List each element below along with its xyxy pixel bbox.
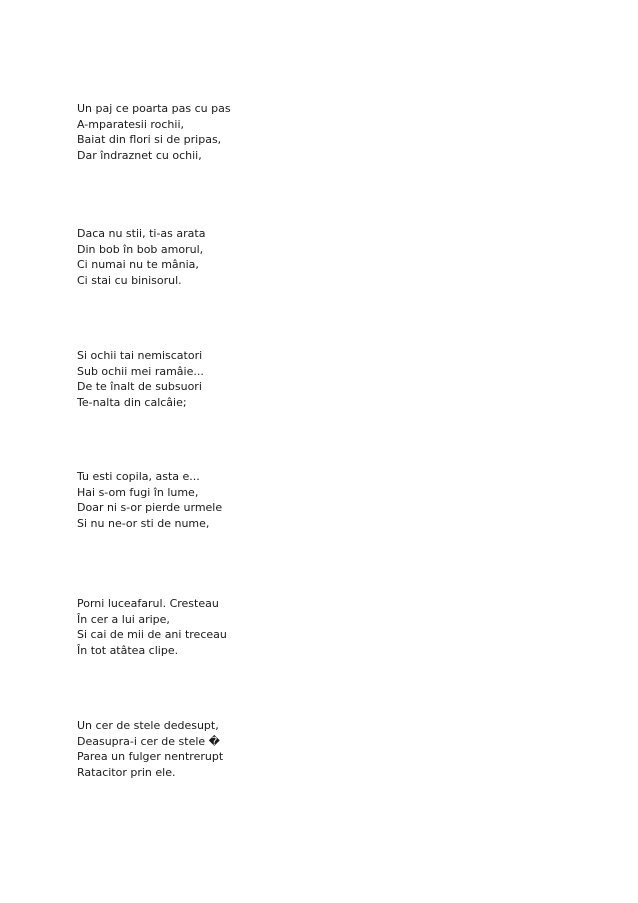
poem-line: Deasupra-i cer de stele � xyxy=(77,734,220,748)
poem-line: Ratacitor prin ele. xyxy=(77,765,176,779)
poem-line: Te-nalta din calcâie; xyxy=(77,395,187,409)
poem-line: Doar ni s-or pierde urmele xyxy=(77,501,223,514)
stanza-6 xyxy=(77,718,223,780)
stanza-2 xyxy=(77,226,205,288)
poem-line: Un paj ce poarta pas cu pas xyxy=(77,102,231,115)
poem-line: Daca nu stii, ti-as arata xyxy=(77,227,206,240)
poem-line: Dar îndraznet cu ochii, xyxy=(77,148,202,162)
poem-line: Ci numai nu te mânia, xyxy=(77,258,199,271)
poem-line: Hai s-om fugi în lume, xyxy=(77,485,199,499)
stanza-3 xyxy=(77,348,204,410)
poem-line: Din bob în bob amorul, xyxy=(77,242,204,256)
poem-line: Un cer de stele dedesupt, xyxy=(77,719,219,732)
poem-line: În cer a lui aripe, xyxy=(77,612,170,626)
poem-line: Baiat din flori si de pripas, xyxy=(77,133,222,146)
poem-line: În tot atâtea clipe. xyxy=(77,643,179,657)
poem-line: De te înalt de subsuori xyxy=(77,380,202,393)
poem-line: A-mparatesii rochii, xyxy=(77,117,185,131)
poem-line: Ci stai cu binisorul. xyxy=(77,273,182,287)
poem-line: Sub ochii mei ramâie... xyxy=(77,364,204,378)
stanza-5 xyxy=(77,596,227,658)
poem-line: Si ochii tai nemiscatori xyxy=(77,349,203,362)
stanza-4 xyxy=(77,469,222,531)
poem-line: Si nu ne-or sti de nume, xyxy=(77,516,210,530)
poem-line: Parea un fulger nentrerupt xyxy=(77,750,224,763)
poem-line: Si cai de mii de ani treceau xyxy=(77,628,227,641)
stanza-1 xyxy=(77,101,231,163)
poem-line: Porni luceafarul. Cresteau xyxy=(77,597,219,610)
poem-line: Tu esti copila, asta e... xyxy=(77,470,200,483)
